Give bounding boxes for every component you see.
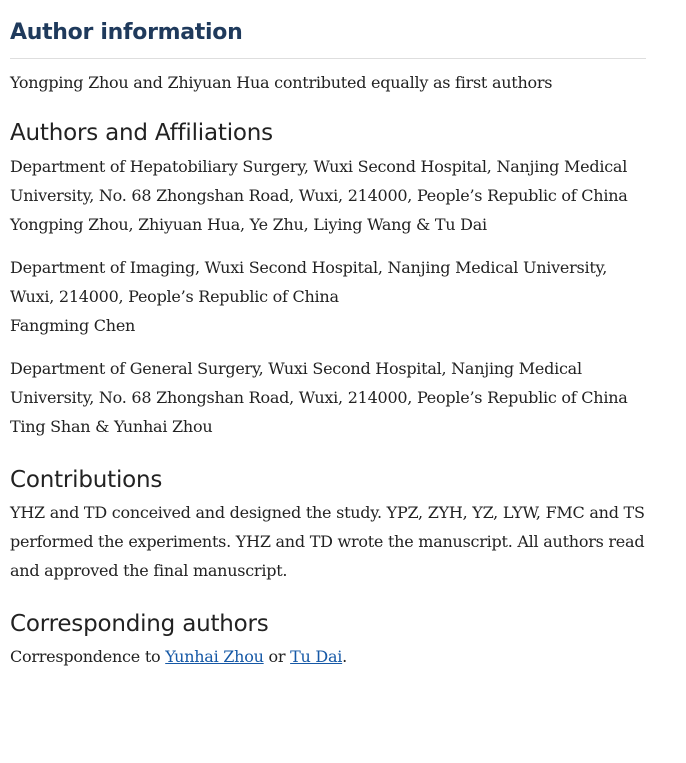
corresponding-authors-heading: Corresponding authors [10,611,269,637]
affiliation-department: Department of Imaging, Wuxi Second Hospital, Nanjing Medical University, Wuxi, 214000, People’s Republic of China [10,258,608,306]
contributions-text: YHZ and TD conceived and designed the study. YPZ, ZYH, YZ, LYW, FMC and TS performed the experiments. YHZ and TD wrote the manuscript. All authors read and approved the final manuscript. [10,503,645,580]
affiliation-list [10,152,646,441]
author-link-yunhai-zhou[interactable]: Yunhai Zhou [165,647,264,666]
heading-divider [10,58,646,59]
affiliation-department: Department of General Surgery, Wuxi Second Hospital, Nanjing Medical University, No. 68 Zhongshan Road, Wuxi, 214000, People’s Republic of China [10,359,628,407]
affiliation-authors: Fangming Chen [10,316,136,335]
equal-contribution-note: Yongping Zhou and Zhiyuan Hua contributed equally as first authors [10,73,553,92]
author-link-tu-dai[interactable]: Tu Dai [290,647,343,666]
affiliation-authors: Ting Shan & Yunhai Zhou [10,417,213,436]
affiliation-item [10,152,646,239]
correspondence-line [10,642,646,671]
affiliation-item [10,354,646,441]
correspondence-separator: or [263,647,291,666]
author-information-heading: Author information [10,20,243,45]
contributions-heading: Contributions [10,467,163,493]
correspondence-prefix: Correspondence to [10,647,166,666]
correspondence-suffix: . [342,647,347,666]
affiliation-department: Department of Hepatobiliary Surgery, Wuxi Second Hospital, Nanjing Medical University, No. 68 Zhongshan Road, Wuxi, 214000, People’s Republic of China [10,157,628,205]
affiliation-item [10,253,646,340]
affiliation-authors: Yongping Zhou, Zhiyuan Hua, Ye Zhu, Liying Wang & Tu Dai [10,215,487,234]
authors-affiliations-heading: Authors and Affiliations [10,120,273,146]
